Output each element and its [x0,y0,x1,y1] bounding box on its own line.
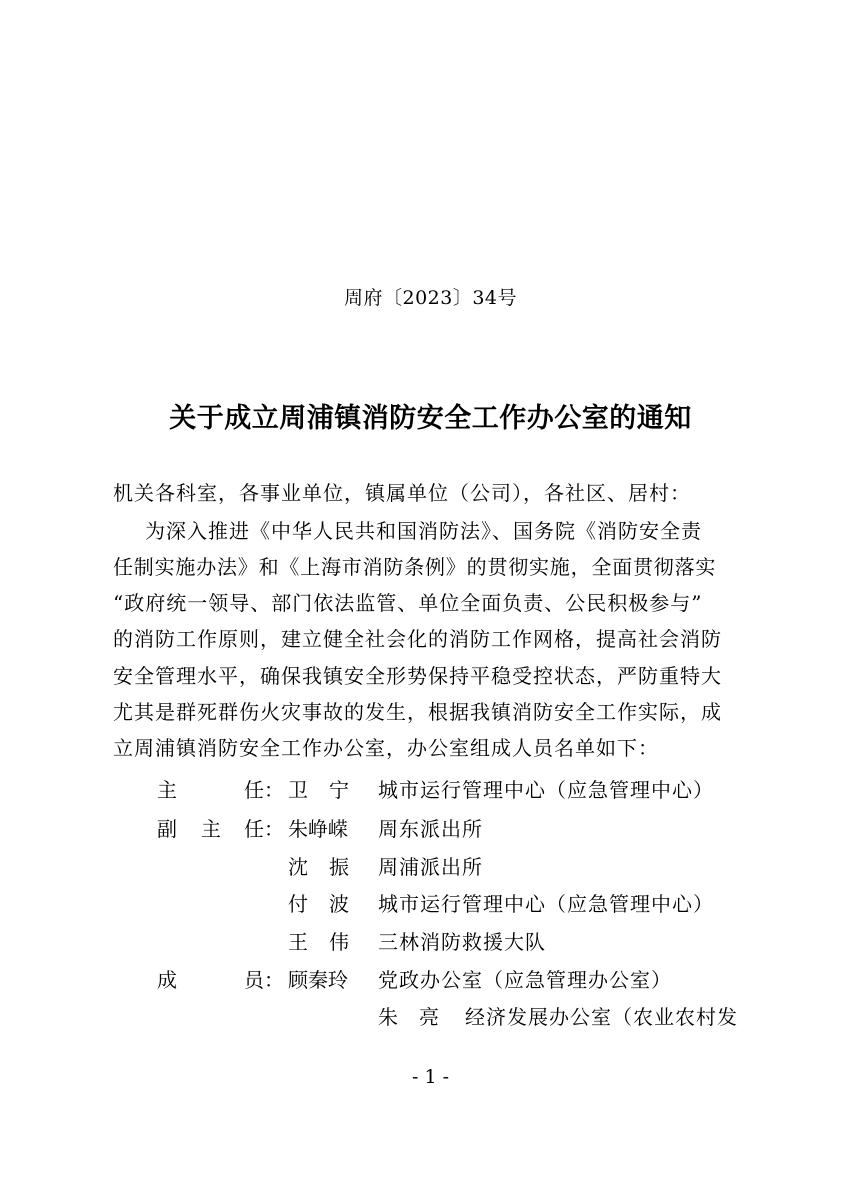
document-title: 关于成立周浦镇消防安全工作办公室的通知 [169,403,692,434]
person-unit: 城市运行管理中心（应急管理中心） [378,892,714,916]
recipients-line: 机关各科室，各事业单位，镇属单位（公司），各社区、居村： [113,481,691,505]
person-unit: 周浦派出所 [378,855,483,879]
body-line: 的消防工作原则，建立健全社会化的消防工作网格，提高社会消防 [113,627,722,651]
body-line: 尤其是群死群伤火灾事故的发生，根据我镇消防安全工作实际，成 [113,700,722,724]
document-number: 周府〔2023〕34号 [343,287,518,309]
person-unit: 经济发展办公室（农业农村发 [465,1005,738,1029]
body-line: 安全管理水平，确保我镇安全形势保持平稳受控状态，严防重特大 [113,664,722,688]
person-unit: 党政办公室（应急管理办公室） [378,968,672,992]
body-line: 任制实施办法》和《上海市消防条例》的贯彻实施，全面贯彻落实 [113,555,717,579]
person-unit: 城市运行管理中心（应急管理中心） [378,778,714,802]
person-unit: 周东派出所 [378,817,483,841]
page-number: - 1 - [411,1066,449,1088]
person-name: 顾秦玲 [288,968,348,992]
body-line: 为深入推进《中华人民共和国消防法》、国务院《消防安全责 [145,519,702,543]
body-line: 立周浦镇消防安全工作办公室，办公室组成人员名单如下： [113,736,659,760]
person-name: 朱峥嵘 [288,817,348,841]
person-unit: 三林消防救援大队 [378,930,546,954]
body-line: “政府统一领导、部门依法监管、单位全面负责、公民积极参与” [113,591,703,615]
document-page: 周府〔2023〕34号 关于成立周浦镇消防安全工作办公室的通知 机关各科室，各事业单位，镇属单位（公司），各社区、居村： 为深入推进《中华人民共和国消防法》、国务院《消防安全责 任制实施办法》和《上海市消防条例》的贯彻实施，全面贯彻落实 “政府统一领导、部门依法监管、单位全面负责、公民积极参与” 的消防工作原则，建立健全社会化的消防工作网格，提高社会消防 安全管理水平，确保我镇安全形势保持平稳受控状态，严防重特大 尤其是群死群伤火灾事故的发生，根据我镇消防安全工作实际，成 立周浦镇消防安全工作办公室，办公室组成人员名单如下： 主 任： 卫 宁 城市运行管理中心（应急管理中心） 副 主 任： 朱峥嵘 周东派出所 沈 振 周浦派出所 付 波 城市运行管理中心（应急管理中心） 王 伟 三林消防救援大队 成 员： 顾秦玲 党政办公室（应急管理办公室） 朱 亮 经济发展办公室（农业农村发 - 1 - [0,0,861,1177]
